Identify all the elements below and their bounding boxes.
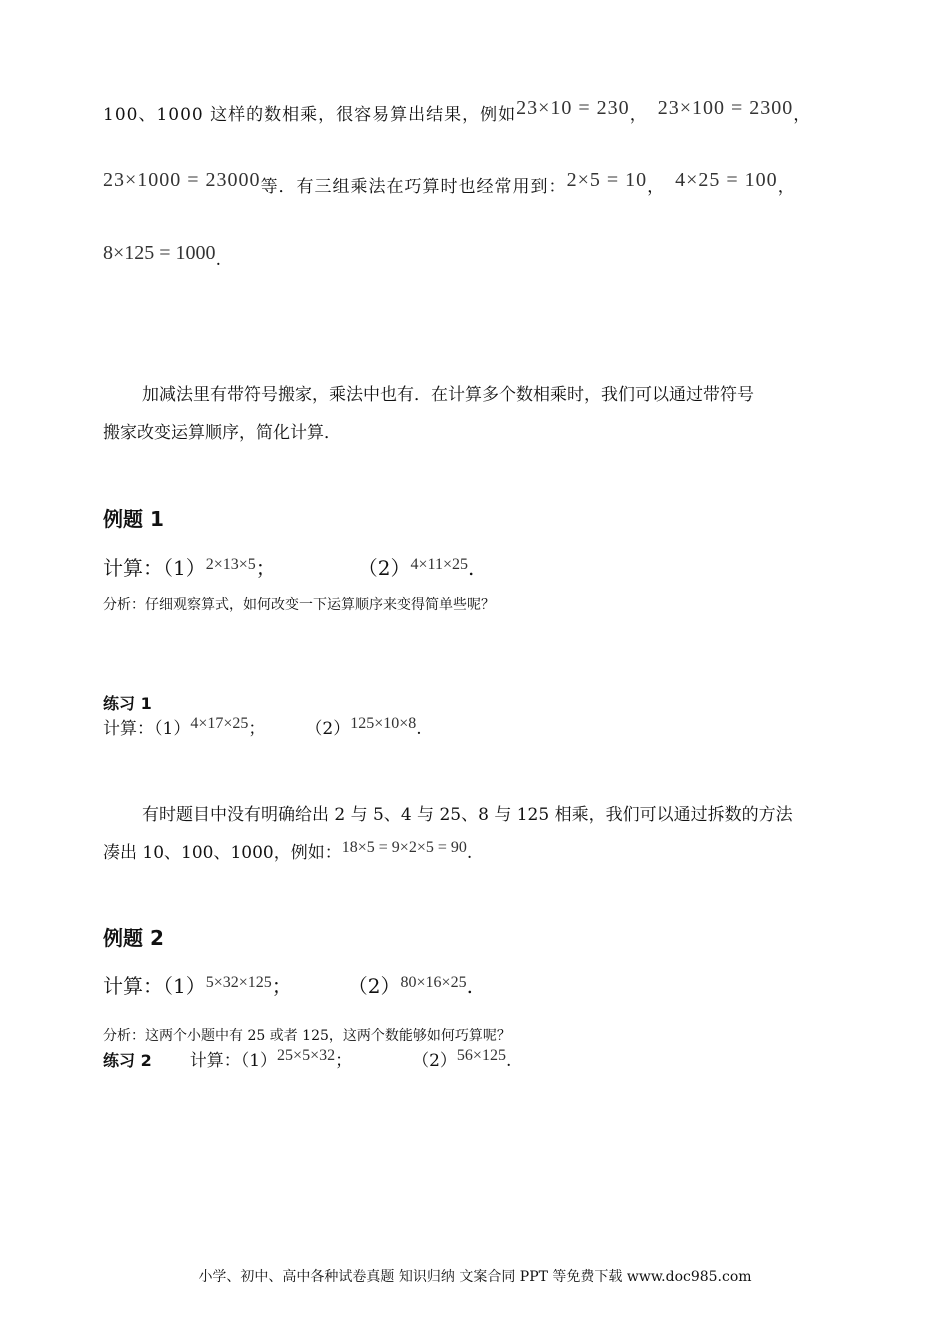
part-end: ； xyxy=(335,1051,353,1071)
math-23x1000: 23×1000 = 23000 xyxy=(103,169,261,191)
part-end: . xyxy=(467,556,475,580)
math-23x10: 23×10 = 230 xyxy=(516,97,630,119)
math-4x25: 4×25 = 100 xyxy=(675,169,778,191)
part1-label: （1） xyxy=(240,1051,278,1071)
calc-label: 计算： xyxy=(189,1051,241,1071)
part-end: . xyxy=(505,1051,512,1071)
part2-label: （2） xyxy=(347,974,401,998)
example1-analysis: 分析：仔细观察算式，如何改变一下运算顺序来变得简单些呢？ xyxy=(103,597,495,613)
intro-text-1: 100、1000 这样的数相乘，很容易算出结果，例如 xyxy=(103,105,517,125)
intro-line-2 xyxy=(103,169,796,198)
practice1-title: 练习 1 xyxy=(103,694,152,713)
intro-text-2: 等．有三组乘法在巧算时也经常用到： xyxy=(260,177,567,197)
part1-label: （1） xyxy=(163,974,206,998)
practice2-part2-math: 56×125 xyxy=(456,1047,506,1064)
example2-analysis: 分析：这两个小题中有 25 或者 125，这两个数能够如何巧算呢？ xyxy=(103,1028,511,1044)
part1-label: （1） xyxy=(154,719,191,739)
example2-part2-math: 80×16×25 xyxy=(400,974,467,991)
practice2-row xyxy=(103,1046,511,1071)
line-end: ， xyxy=(793,105,812,125)
example2-question xyxy=(103,970,473,999)
line-end: ， xyxy=(777,177,796,197)
example1-part2-math: 4×11×25 xyxy=(410,556,468,573)
math-23x100: 23×100 = 2300 xyxy=(657,97,794,119)
part-end: ； xyxy=(248,719,266,739)
part-end: . xyxy=(466,974,473,998)
separator: ， xyxy=(647,177,666,197)
part-end: ； xyxy=(271,974,292,998)
calc-label: 计算： xyxy=(103,556,163,580)
part2-label: （2） xyxy=(357,556,411,580)
intro-line-3 xyxy=(103,242,221,271)
part-end: . xyxy=(416,719,422,739)
para1-line-2: 搬家改变运算顺序，简化计算． xyxy=(103,423,341,443)
example1-title: 例题 1 xyxy=(103,507,164,531)
part-end: ； xyxy=(255,556,276,580)
line-end: . xyxy=(466,843,473,863)
example1-part1-math: 2×13×5 xyxy=(205,556,256,573)
math-18x5: 18×5 = 9×2×5 = 90 xyxy=(341,839,467,856)
example2-part1-math: 5×32×125 xyxy=(205,974,272,991)
para2-line-2 xyxy=(103,838,472,863)
practice1-part2-math: 125×10×8 xyxy=(350,715,417,732)
calc-label: 计算： xyxy=(103,974,163,998)
intro-line-1 xyxy=(103,97,812,126)
practice1-question xyxy=(103,714,422,739)
line-end: . xyxy=(215,250,221,270)
separator: ， xyxy=(629,105,648,125)
para2-line-1: 有时题目中没有明确给出 2 与 5、4 与 25、8 与 125 相乘，我们可以通过拆数的方法 xyxy=(142,805,793,825)
example2-title: 例题 2 xyxy=(103,926,164,950)
practice2-part1-math: 25×5×32 xyxy=(277,1047,336,1064)
part1-label: （1） xyxy=(163,556,206,580)
practice2-title: 练习 2 xyxy=(103,1051,152,1070)
practice1-part1-math: 4×17×25 xyxy=(190,715,249,732)
part2-label: （2） xyxy=(412,1051,457,1071)
math-2x5: 2×5 = 10 xyxy=(566,169,648,191)
para1-line-1: 加减法里有带符号搬家，乘法中也有．在计算多个数相乘时，我们可以通过带符号 xyxy=(142,385,754,405)
calc-label: 计算： xyxy=(103,719,154,739)
example1-question xyxy=(103,552,474,581)
math-8x125: 8×125 = 1000 xyxy=(103,242,216,264)
para2-text: 凑出 10、100、1000，例如： xyxy=(103,843,342,863)
part2-label: （2） xyxy=(305,719,351,739)
page-footer: 小学、初中、高中各种试卷真题 知识归纳 文案合同 PPT 等免费下载 www.doc985.com xyxy=(198,1269,752,1285)
